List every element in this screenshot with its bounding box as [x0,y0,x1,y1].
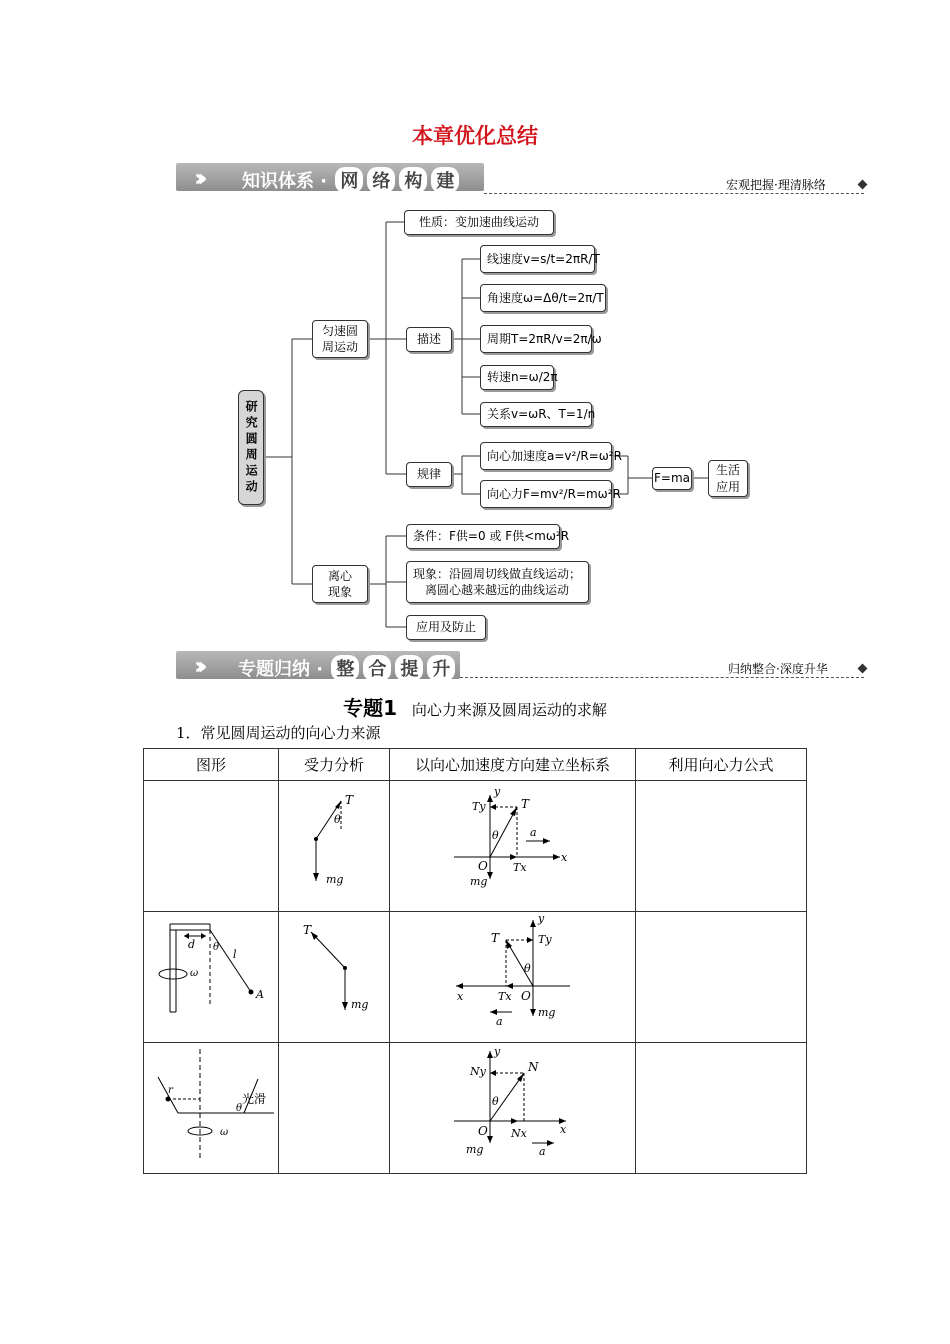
label: mg [538,1006,556,1019]
row2-force-diagram [279,912,389,1038]
label: N [528,1060,539,1074]
mindmap-f-ma: F=ma [652,467,692,490]
mindmap-life-application: 生活 应用 [708,460,748,497]
table-row [144,1043,807,1174]
label: x [561,851,568,864]
banner-char: 整 [331,655,359,681]
omega-label: ω [220,1127,229,1138]
topic-heading [0,692,950,721]
table-header: 以向心加速度方向建立坐标系 [390,749,636,781]
label: Tx [498,990,512,1003]
mindmap-law: 规律 [406,462,452,487]
mindmap-relation: 关系v=ωR、T=1/n [480,402,592,427]
label: θ [492,1095,499,1108]
label: θ [213,942,220,953]
label: y [494,785,501,798]
section-banner-topics [176,648,870,684]
banner-char: 网 [335,167,363,193]
table-cell [279,912,390,1043]
label: θ [334,813,341,826]
mindmap-centrifugal: 离心 现象 [312,565,368,603]
row2-shape-diagram [144,912,278,1038]
table-cell [144,912,279,1043]
section-heading: 1．常见圆周运动的向心力来源 [176,724,381,742]
label: y [538,912,545,925]
label: a [530,826,537,839]
label: mg [470,875,488,888]
topic-text: 向心力来源及圆周运动的求解 [411,701,607,719]
mindmap-centripetal-acceleration: 向心加速度a=v²/R=ω²R [480,442,612,470]
mindmap-angular-speed: 角速度ω=Δθ/t=2π/T [480,284,606,312]
row2-axes-diagram [390,912,635,1038]
label: mg [466,1143,484,1156]
table-row [144,912,807,1043]
label: Nx [511,1127,527,1140]
table-header: 受力分析 [279,749,390,781]
table-cell [144,1043,279,1174]
table-row [144,781,807,912]
mindmap-linear-speed: 线速度v=s/t=2πR/T [480,245,595,273]
row1-force-diagram [279,781,389,907]
mindmap-uniform-circular: 匀速圆 周运动 [312,320,368,358]
table-cell [390,912,636,1043]
banner-dot: · [316,659,324,680]
row1-axes-diagram [390,781,635,907]
topic-label: 专题 [343,696,384,720]
banner-divider [460,677,864,678]
mindmap-application: 应用及防止 [406,615,486,640]
label: T [491,931,500,945]
banner-dot: · [320,171,328,192]
mindmap-rotation-speed: 转速n=ω/2π [480,365,554,390]
label: a [539,1145,546,1158]
table-header: 利用向心力公式 [636,749,807,781]
label: T [303,923,312,937]
label: y [494,1045,501,1058]
banner-char: 建 [431,167,459,193]
banner-title-a: 知识体系 [242,171,314,192]
table-cell [144,781,279,912]
banner-title-a: 专题归纳 [238,659,310,680]
label: Ty [538,933,552,946]
label: d [188,938,196,951]
label: a [496,1015,503,1028]
table-cell [636,781,807,912]
label: mg [351,998,369,1011]
chevron-right-icon: ››› [194,164,200,192]
label: l [233,948,237,961]
table-cell [636,1043,807,1174]
label: A [256,988,264,1001]
banner-subtitle: 归纳整合·深度升华 [728,662,828,676]
mindmap-period: 周期T=2πR/v=2π/ω [480,325,592,353]
omega-label: ω [190,968,199,979]
mindmap-nature: 性质：变加速曲线运动 [404,210,554,235]
table-cell [636,912,807,1043]
label: O [478,859,488,873]
label: Ny [470,1065,486,1078]
row3-axes-diagram [390,1043,635,1169]
banner-char: 提 [395,655,423,681]
banner-char: 合 [363,655,391,681]
mindmap-phenomenon: 现象：沿圆周切线做直线运动； 离圆心越来越远的曲线运动 [406,561,589,603]
mindmap-root: 研究圆周运动 [238,390,264,505]
label: mg [326,873,344,886]
chevron-right-icon: ››› [194,652,200,680]
table-header: 图形 [144,749,279,781]
page-title: 本章优化总结 [412,123,538,148]
label: O [521,989,531,1003]
label: Tx [513,861,527,874]
label: θ [236,1103,243,1114]
table-cell [279,1043,390,1174]
topic-number: 1 [383,696,398,720]
row3-shape-diagram [144,1043,278,1169]
table-cell [390,1043,636,1174]
label: x [560,1123,567,1136]
table-cell [279,781,390,912]
label: 光滑 [242,1092,267,1106]
banner-subtitle: 宏观把握·理清脉络 [726,178,826,192]
table-header-row [144,749,807,781]
banner-char: 络 [367,167,395,193]
mindmap-describe: 描述 [406,327,452,352]
label: O [478,1124,488,1138]
banner-char: 升 [427,655,455,681]
banner-char: 构 [399,167,427,193]
mindmap-centripetal-force: 向心力F=mv²/R=mω²R [480,480,612,508]
label: x [457,990,464,1003]
centripetal-force-table [143,748,807,1174]
label: θ [524,962,531,975]
label: r [168,1085,173,1096]
label: T [345,793,354,807]
table-cell [390,781,636,912]
label: T [521,797,530,811]
mindmap-condition: 条件：F供=0 或 F供<mω²R [406,524,560,549]
label: Ty [472,800,486,813]
label: θ [492,829,499,842]
diamond-icon [858,664,868,674]
banner-title [238,655,457,681]
